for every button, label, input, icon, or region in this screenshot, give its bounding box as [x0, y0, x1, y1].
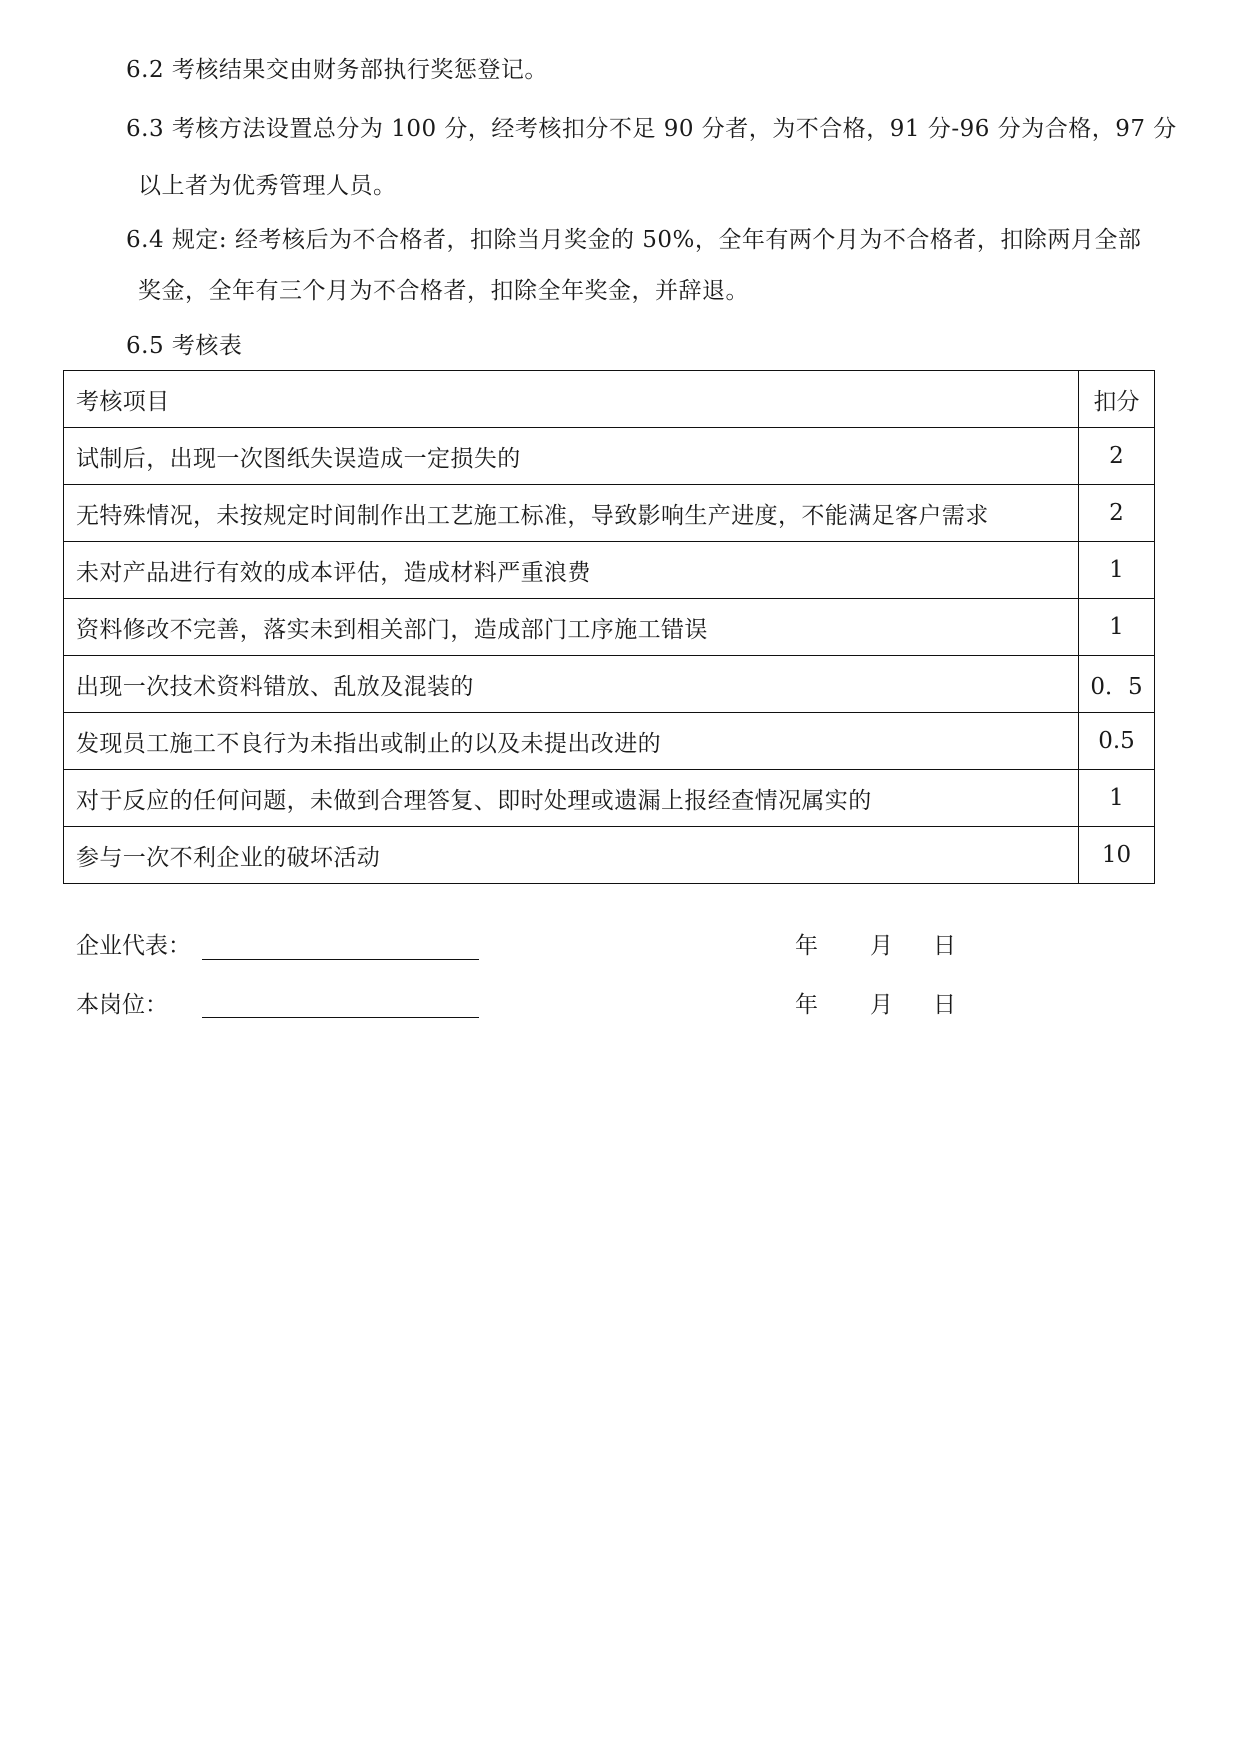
row-score: 0．5 — [1079, 656, 1155, 713]
header-assessment-item: 考核项目 — [64, 371, 1079, 428]
table-row — [64, 713, 1155, 770]
header-deduction: 扣分 — [1079, 371, 1155, 428]
clause-6-4-line-1: 6.4 规定: 经考核后为不合格者，扣除当月奖金的 50%，全年有两个月为不合格者，扣除两月全部 — [126, 227, 1142, 253]
position-signature-line[interactable] — [202, 1017, 479, 1018]
clause-6-4-line-2: 奖金，全年有三个月为不合格者，扣除全年奖金，并辞退。 — [138, 278, 749, 304]
assessment-table — [63, 370, 1155, 884]
company-rep-date-year: 年 — [795, 933, 818, 959]
row-item: 发现员工施工不良行为未指出或制止的以及未提出改进的 — [64, 713, 1079, 770]
clause-6-3-line-1: 6.3 考核方法设置总分为 100 分，经考核扣分不足 90 分者，为不合格，91 分-96 分为合格，97 分 — [126, 116, 1177, 142]
table-row — [64, 485, 1155, 542]
row-score: 2 — [1079, 428, 1155, 485]
row-item: 无特殊情况，未按规定时间制作出工艺施工标准，导致影响生产进度，不能满足客户需求 — [64, 485, 1079, 542]
table-row — [64, 542, 1155, 599]
company-rep-signature-line[interactable] — [202, 959, 479, 960]
row-item: 未对产品进行有效的成本评估，造成材料严重浪费 — [64, 542, 1079, 599]
table-row — [64, 428, 1155, 485]
company-rep-date-month: 月 — [870, 933, 893, 959]
row-score: 2 — [1079, 485, 1155, 542]
company-rep-date-day: 日 — [933, 933, 956, 959]
table-row — [64, 827, 1155, 884]
table-header-row — [64, 371, 1155, 428]
table-row — [64, 599, 1155, 656]
company-rep-label: 企业代表： — [76, 933, 191, 959]
position-date-month: 月 — [870, 992, 893, 1018]
row-item: 出现一次技术资料错放、乱放及混装的 — [64, 656, 1079, 713]
row-score: 10 — [1079, 827, 1155, 884]
row-item: 试制后，出现一次图纸失误造成一定损失的 — [64, 428, 1079, 485]
table-row — [64, 770, 1155, 827]
clause-6-5-title: 6.5 考核表 — [126, 333, 243, 359]
row-score: 1 — [1079, 599, 1155, 656]
row-score: 0.5 — [1079, 713, 1155, 770]
row-item: 对于反应的任何问题，未做到合理答复、即时处理或遗漏上报经查情况属实的 — [64, 770, 1079, 827]
table-row — [64, 656, 1155, 713]
clause-6-3-line-2: 以上者为优秀管理人员。 — [138, 173, 397, 199]
position-date-year: 年 — [795, 992, 818, 1018]
row-score: 1 — [1079, 770, 1155, 827]
row-item: 资料修改不完善，落实未到相关部门，造成部门工序施工错误 — [64, 599, 1079, 656]
position-date-day: 日 — [933, 992, 956, 1018]
row-item: 参与一次不利企业的破坏活动 — [64, 827, 1079, 884]
clause-6-2: 6.2 考核结果交由财务部执行奖惩登记。 — [126, 57, 548, 83]
position-label: 本岗位： — [76, 992, 168, 1018]
row-score: 1 — [1079, 542, 1155, 599]
